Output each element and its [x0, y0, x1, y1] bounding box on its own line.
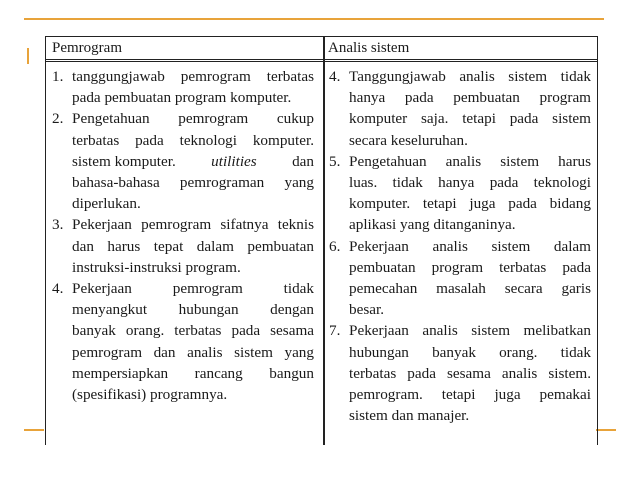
comparison-table	[45, 36, 598, 445]
column-pemrogram	[52, 66, 314, 405]
list-item: 3. Pekerjaan pemrogram sifatnya teknis dan harus tepat dalam pembuatan instruksi-instruksi program.	[52, 216, 314, 276]
list-item: 4. Tanggungjawab analis sistem tidak hanya pada pembuatan program komputer saja. tetapi pada sistem secara keseluruhan.	[329, 68, 591, 149]
column-analis-sistem	[329, 66, 591, 426]
list-item: 6. Pekerjaan analis sistem dalam pembuatan program terbatas pada pemecahan masalah secara garis besar.	[329, 237, 591, 319]
list-item: 2. Pengetahuan pemrogram cukup terbatas pada teknologi komputer. sistem komputer. utilities dan bahasa-bahasa pemrograman yang diperlukan.	[52, 110, 314, 213]
table-header-row	[46, 37, 597, 60]
decorative-left-tick	[27, 48, 29, 64]
list-item: 4. Pekerjaan pemrogram tidak menyangkut hubungan dengan banyak orang. terbatas pada sesama pemrogram dan analis sistem yang mempersiapkan rancang bangun (spesifikasi) programnya.	[52, 280, 314, 404]
decorative-bottom-right-rule	[596, 429, 616, 431]
header-pemrogram: Pemrogram	[52, 40, 122, 56]
header-double-rule	[46, 61, 597, 62]
decorative-top-rule	[24, 18, 604, 20]
list-item: 7. Pekerjaan analis sistem melibatkan hubungan banyak orang. tidak terbatas pada sesama analis sistem. pemrogram. tetapi juga pemakai sistem dan manajer.	[329, 322, 591, 425]
header-analis-sistem: Analis sistem	[328, 40, 410, 56]
list-item: 5. Pengetahuan analis sistem harus luas. tidak hanya pada teknologi komputer. tetapi juga pada bidang aplikasi yang ditanganinya.	[329, 152, 591, 234]
decorative-bottom-left-rule	[24, 429, 44, 431]
list-item: 1. tanggungjawab pemrogram terbatas pada pembuatan program komputer.	[52, 68, 314, 107]
